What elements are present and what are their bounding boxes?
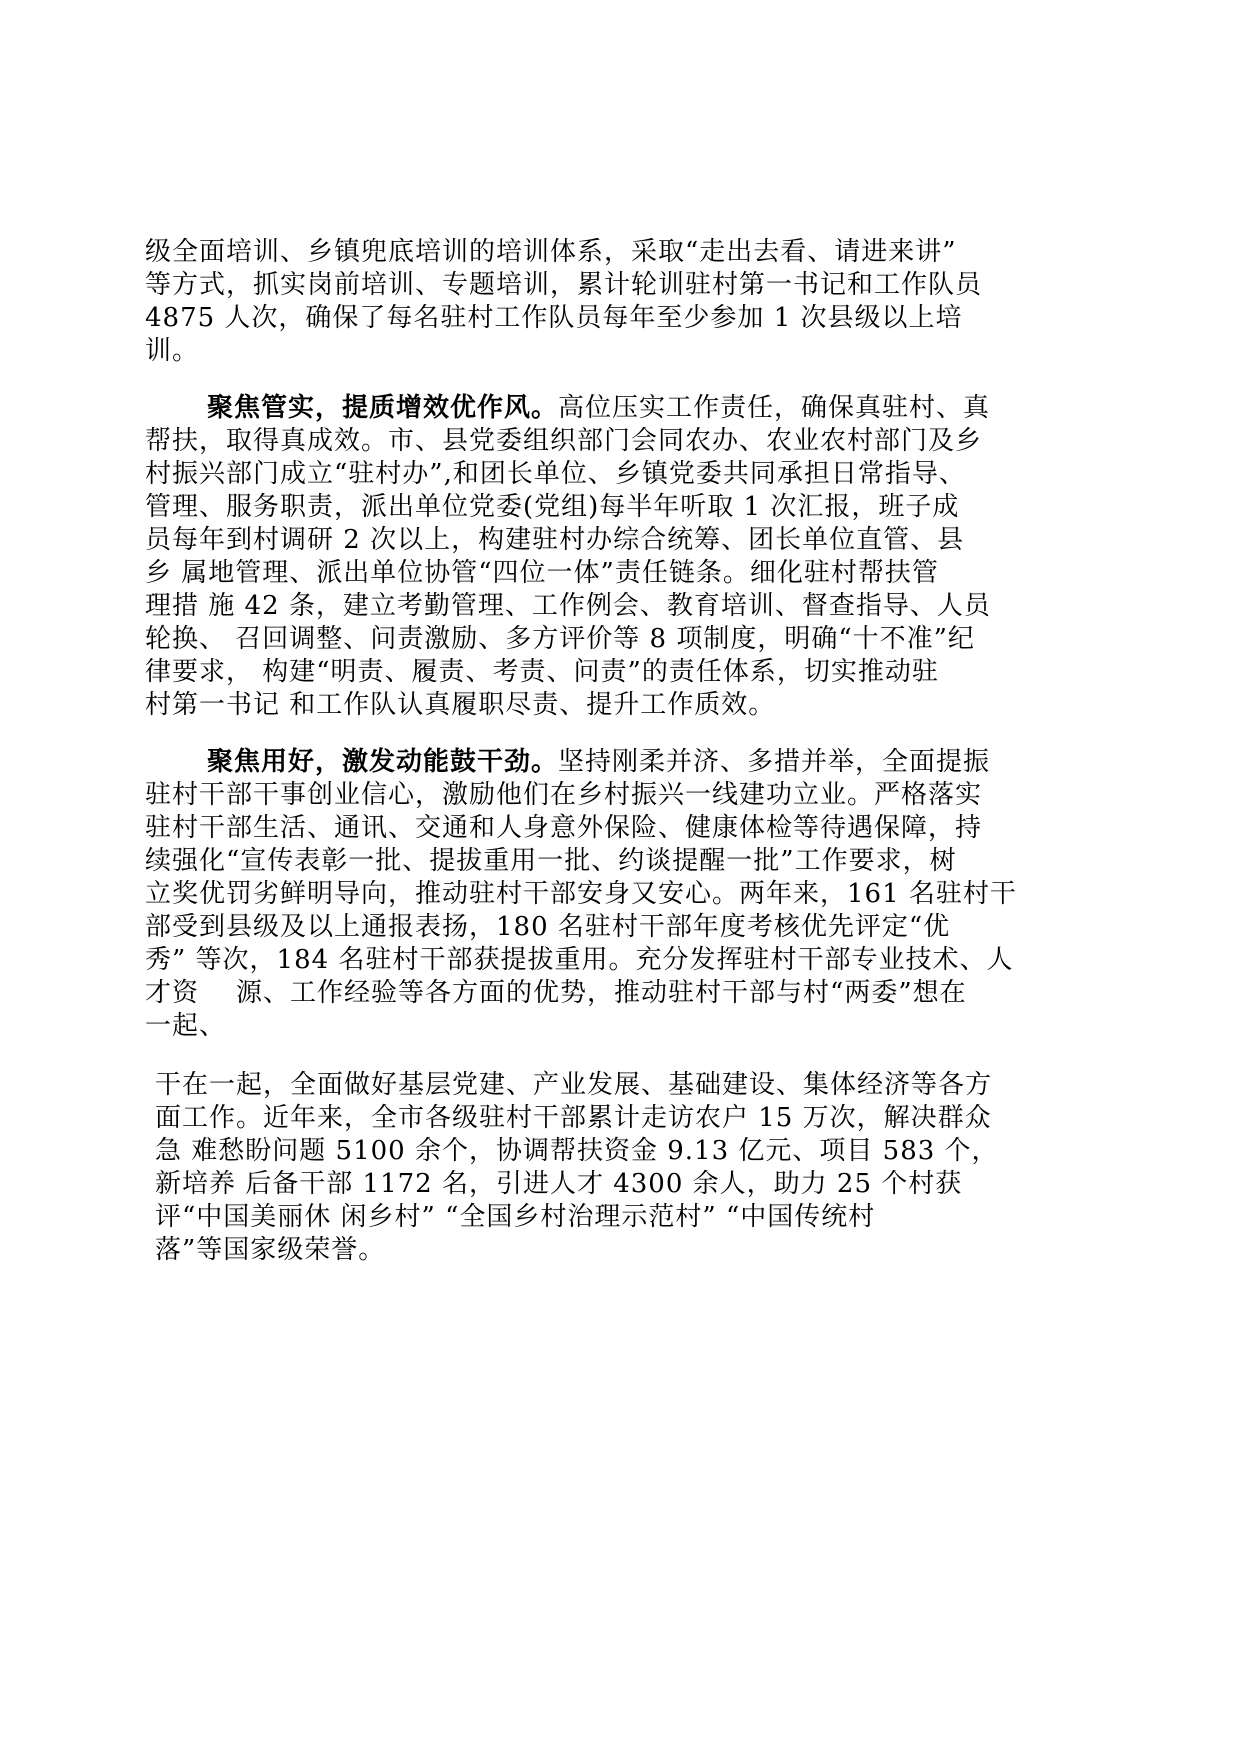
text-line: 4875 人次，确保了每名驻村工作队员每年至少参加 1 次县级以上培: [145, 303, 963, 333]
paragraph-lead: 聚焦用好，激发动能鼓干劲。: [207, 747, 559, 777]
text-line: 面工作。近年来，全市各级驻村干部累计走访农户 15 万次，解决群众: [155, 1103, 992, 1133]
text-line: 秀” 等次，184 名驻村干部获提拔重用。充分发挥驻村干部专业技术、人: [145, 945, 1014, 975]
text-line: 村振兴部门成立“驻村办”,和团长单位、乡镇党委共同承担日常指导、: [145, 459, 966, 489]
text-line: 部受到县级及以上通报表扬，180 名驻村干部年度考核优先评定“优: [145, 912, 951, 942]
paragraph-motivation: [145, 746, 1025, 1043]
text-line: 续强化“宣传表彰一批、提拔重用一批、约谈提醒一批”工作要求，树: [145, 846, 957, 876]
text-line-first: [145, 392, 1025, 425]
text-line: 帮扶，取得真成效。市、县党委组织部门会同农办、农业农村部门及乡: [145, 426, 983, 456]
text-line: 乡 属地管理、派出单位协管“四位一体”责任链条。细化驻村帮扶管: [145, 558, 939, 588]
text-line: 管理、服务职责，派出单位党委(党组)每半年听取 1 次汇报，班子成: [145, 492, 960, 522]
text-line: 才资 源、工作经验等各方面的优势，推动驻村干部与村“两委”想在: [145, 978, 967, 1008]
text-line: 轮换、 召回调整、问责激励、多方评价等 8 项制度，明确“十不准”纪: [145, 624, 975, 654]
text-line: 员每年到村调研 2 次以上，构建驻村办综合统筹、团长单位直管、县: [145, 525, 965, 555]
text-run: 高位压实工作责任，确保真驻村、真: [558, 393, 991, 423]
text-line: 立奖优罚劣鲜明导向，推动驻村干部安身又安心。两年来，161 名驻村干: [145, 879, 1017, 909]
text-line: 训。: [145, 336, 200, 366]
text-line: 急 难愁盼问题 5100 余个，协调帮扶资金 9.13 亿元、项目 583 个，: [155, 1136, 999, 1166]
text-line: 理措 施 42 条，建立考勤管理、工作例会、教育培训、督查指导、人员: [145, 591, 991, 621]
text-line: 驻村干部生活、通讯、交通和人身意外保险、健康体检等待遇保障，持: [145, 813, 983, 843]
paragraph-management: [145, 392, 1025, 722]
text-line: 级全面培训、乡镇兜底培训的培训体系，采取“走出去看、请进来讲”: [145, 237, 957, 267]
text-line: 干在一起，全面做好基层党建、产业发展、基础建设、集体经济等各方: [155, 1070, 993, 1100]
paragraph-results: [155, 1069, 1035, 1267]
paragraph-lead: 聚焦管实，提质增效优作风。: [207, 393, 559, 423]
text-line: 评“中国美丽休 闲乡村” “全国乡村治理示范村” “中国传统村: [155, 1202, 876, 1232]
text-line: 等方式，抓实岗前培训、专题培训，累计轮训驻村第一书记和工作队员: [145, 270, 983, 300]
paragraph-training: [145, 236, 1025, 368]
text-line: 村第一书记 和工作队认真履职尽责、提升工作质效。: [145, 690, 776, 720]
text-line: 驻村干部干事创业信心，激励他们在乡村振兴一线建功立业。严格落实: [145, 780, 983, 810]
text-line: 律要求， 构建“明责、履责、考责、问责”的责任体系，切实推动驻: [145, 657, 939, 687]
text-line: 一起、: [145, 1011, 227, 1041]
text-run: 坚持刚柔并济、多措并举，全面提振: [558, 747, 991, 777]
text-line: 新培养 后备干部 1172 名，引进人才 4300 余人，助力 25 个村获: [155, 1169, 963, 1199]
text-line-first: [145, 746, 1025, 779]
text-line: 落”等国家级荣誉。: [155, 1235, 386, 1265]
